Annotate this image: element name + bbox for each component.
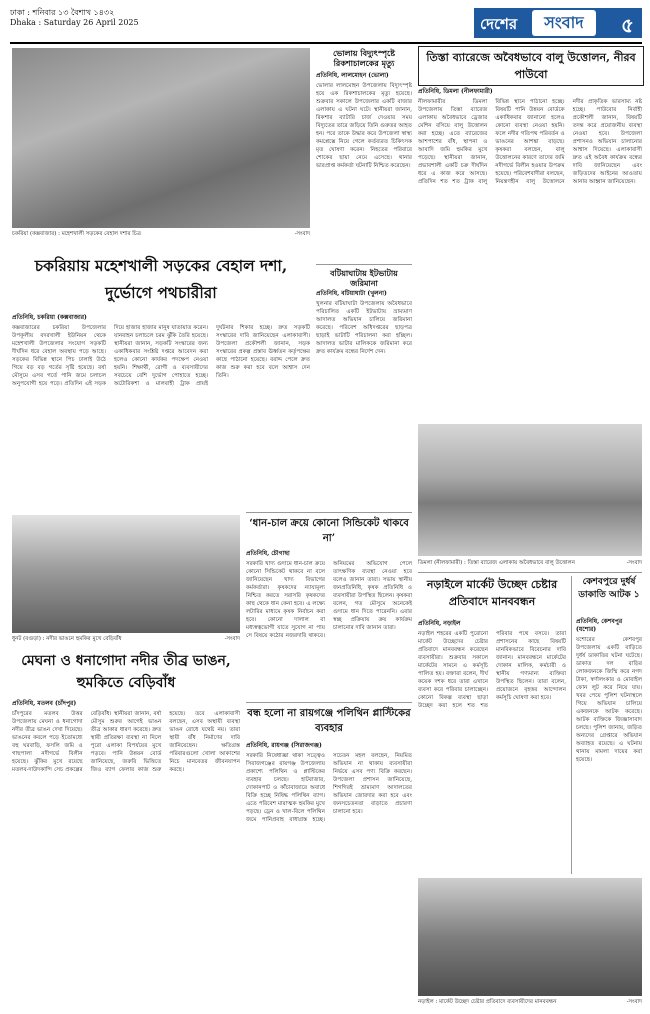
story8-caption (418, 999, 642, 1007)
story8-body: নড়াইল শহরের একটি পুরোনো মার্কেট উচ্ছেদের চেষ্টার প্রতিবাদে মানববন্ধন করেছেন ব্যবসায়ীরা। শুক্রবার সকালে মার্কেটের সামনে এ কর্মসূচি পালিত হয়। বক্তারা বলেন, দীর্ঘ কয়েক দশক ধরে তারা এখানে ব্যবসা করে পরিবার চালাচ্ছেন। কোনো বিকল্প ব্যবস্থা ছাড়া উচ্ছেদ করা হলে শত শত পরিবার পথে বসবে। তারা প্রশাসনের কাছে বিষয়টি মানবিকভাবে বিবেচনার দাবি জানান। মানববন্ধনে মার্কেটের দোকান মালিক, কর্মচারী ও স্থানীয় গণ্যমান্য ব্যক্তিরা উপস্থিত ছিলেন। তারা বলেন, প্রয়োজনে বৃহত্তর আন্দোলন কর্মসূচি ঘোষণা করা হবে। (418, 631, 566, 709)
story5-body: সরকারি খাদ্য গুদামে ধান-চাল ক্রয়ে কোনো সিন্ডিকেট থাকবে না বলে জানিয়েছেন খাদ্য বিভাগের কর্মকর্তারা। কৃষকদের ন্যায্যমূল্য নিশ্চিত করতে সরাসরি কৃষকদের কাছ থেকে ধান কেনা হবে। এ লক্ষ্যে লটারির মাধ্যমে কৃষক নির্বাচন করা হবে। কোনো দালাল বা মধ্যস্বত্বভোগী যাতে সুযোগ না পায় সে বিষয়ে কঠোর নজরদারি থাকবে। অনিয়মের অভিযোগ পেলে তাৎক্ষণিক ব্যবস্থা নেওয়া হবে বলেও জানান তারা। সভায় স্থানীয় জনপ্রতিনিধি, কৃষক প্রতিনিধি ও ব্যবসায়ীরা উপস্থিত ছিলেন। কৃষকরা বলেন, গত মৌসুমে অনেকেই গুদামে ধান দিতে পারেননি। এবার স্বচ্ছ প্রক্রিয়ায় ক্রয় কার্যক্রম চালানোর দাবি জানান তারা। (246, 561, 412, 639)
story4-body: নীলফামারীর ডিমলা উপজেলায় তিস্তা ব্যারেজ এলাকায় অবৈধভাবে ড্রেজার মেশিন বসিয়ে বালু উত্তোলন করা হচ্ছে। এতে ব্যারেজের আশপাশের বাঁধ, স্থাপনা ও আবাদি জমি হুমকির মুখে পড়েছে। স্থানীয়রা জানান, প্রভাবশালী একটি চক্র দীর্ঘদিন ধরে এ কাজ করে আসছে। প্রতিদিন শত শত ট্রাক বালু বিভিন্ন স্থানে পাঠানো হচ্ছে। বিষয়টি পানি উন্নয়ন বোর্ডকে একাধিকবার জানানো হলেও কোনো ব্যবস্থা নেওয়া হয়নি। ফলে নদীর গতিপথ পরিবর্তন ও ভাঙনের আশঙ্কা বাড়ছে। কৃষকরা বলছেন, বালু উত্তোলনের কারণে তাদের জমি নদীগর্ভে বিলীন হওয়ার উপক্রম হয়েছে। পরিবেশবাদীরা বলছেন, নিয়ন্ত্রণহীন বালু উত্তোলনে নদীর প্রাকৃতিক ভারসাম্য নষ্ট হচ্ছে। পাউবোর নির্বাহী প্রকৌশলী জানান, বিষয়টি তদন্ত করে প্রয়োজনীয় ব্যবস্থা নেওয়া হবে। উপজেলা প্রশাসনও অভিযান চালানোর আশ্বাস দিয়েছে। এলাকাবাসী দ্রুত এই অবৈধ কার্যক্রম বন্ধের দাবি জানিয়েছেন এবং জড়িতদের আইনের আওতায় আনার আহ্বান জানিয়েছেন। (418, 99, 642, 185)
story7-byline: প্রতিনিধি, রায়গঞ্জ (সিরাজগঞ্জ) (246, 742, 322, 749)
story1-caption (12, 231, 310, 239)
date-english: Dhaka : Saturday 26 April 2025 (10, 18, 139, 27)
story7-body: সরকারি নিষেধাজ্ঞা থাকা সত্ত্বেও সিরাজগঞ্জের রায়গঞ্জ উপজেলায় প্রকাশ্যে পলিথিন ও প্লাস্টিকের ব্যবহার চলছে। হাটবাজার, দোকানপাট ও কাঁচাবাজারে অবাধে বিক্রি হচ্ছে নিষিদ্ধ পলিথিন ব্যাগ। এতে পরিবেশ মারাত্মক হুমকির মুখে পড়ছে। ড্রেন ও খাল-বিলে পলিথিন জমে পানিপ্রবাহ বাধাগ্রস্ত হচ্ছে। সচেতন মহল বলছেন, নিয়মিত অভিযান না থাকায় ব্যবসায়ীরা নির্ভয়ে এসব পণ্য বিক্রি করছেন। উপজেলা প্রশাসন জানিয়েছে, শিগগিরই ভ্রাম্যমাণ আদালতের অভিযান জোরদার করা হবে এবং জনসচেতনতা বাড়াতে প্রচারণা চালানো হবে। (246, 753, 412, 823)
story2-body: ভোলার লালমোহন উপজেলায় বিদ্যুৎস্পৃষ্ট হয়ে এক রিকশাচালকের মৃত্যু হয়েছে। শুক্রবার সকালে উপজেলার একটি বাজার এলাকায় এ ঘটনা ঘটে। স্থানীয়রা জানান, রিকশার ব্যাটারি চার্জ দেওয়ার সময় বিদ্যুতের তারে জড়িয়ে তিনি গুরুতর আহত হন। পরে তাকে উদ্ধার করে উপজেলা স্বাস্থ্য কমপ্লেক্সে নিয়ে গেলে কর্তব্যরত চিকিৎসক মৃত ঘোষণা করেন। নিহতের পরিবারে শোকের ছায়া নেমে এসেছে। থানার ভারপ্রাপ্ত কর্মকর্তা ঘটনাটি নিশ্চিত করেছেন। (316, 83, 412, 169)
story9-divider (571, 576, 572, 874)
story8-caption-text: নড়াইল : মার্কেট উচ্ছেদ চেষ্টার প্রতিবাদে ব্যবসায়ীদের মানববন্ধন (418, 999, 557, 1005)
story4-caption (418, 560, 642, 568)
story9-body: যশোরের কেশবপুর উপজেলায় একটি বাড়িতে দুর্ধর্ষ ডাকাতির ঘটনা ঘটেছে। ডাকাত দল বাড়ির লোকজনকে জিম্মি করে নগদ টাকা, স্বর্ণালংকার ও মোবাইল ফোন লুট করে নিয়ে যায়। খবর পেয়ে পুলিশ ঘটনাস্থলে গিয়ে অভিযান চালিয়ে একজনকে আটক করেছে। আটক ব্যক্তিকে জিজ্ঞাসাবাদ চলছে। পুলিশ জানায়, জড়িত অন্যদের গ্রেপ্তারে অভিযান অব্যাহত রয়েছে। এ ঘটনায় থানায় মামলা দায়ের করা হয়েছে। (576, 637, 642, 763)
story4-headline: তিস্তা ব্যারেজে অবৈধভাবে বালু উত্তোলন, নীরব পাউবো (426, 51, 636, 81)
story1-body: কক্সবাজারের চকরিয়া উপজেলার উপকূলীয় বদরখালী ইউনিয়ন থেকে মহেশখালী উপজেলার সংযোগ সড়কটি দীর্ঘদিন ধরে বেহাল অবস্থায় পড়ে আছে। সড়কের বিভিন্ন স্থানে পিচ ঢালাই উঠে গিয়ে বড় বড় গর্তের সৃষ্টি হয়েছে। বর্ষা মৌসুমে এসব গর্তে পানি জমে চলাচল অনুপযোগী হয়ে পড়ে। প্রতিদিন এই সড়ক দিয়ে হাজার হাজার মানুষ যাতায়াত করেন। যানবাহন চলাচলে চরম ঝুঁকি তৈরি হয়েছে। স্থানীয়রা জানান, সড়কটি সংস্কারের জন্য একাধিকবার সংশ্লিষ্ট দপ্তরে আবেদন করা হলেও কোনো কার্যকর পদক্ষেপ নেওয়া হয়নি। শিক্ষার্থী, রোগী ও ব্যবসায়ীদের সবচেয়ে বেশি দুর্ভোগ পোহাতে হচ্ছে। অটোরিকশা ও মালবাহী ট্রাক প্রায়ই দুর্ঘটনার শিকার হচ্ছে। দ্রুত সড়কটি সংস্কারের দাবি জানিয়েছেন এলাকাবাসী। উপজেলা প্রকৌশলী জানান, সড়ক সংস্কারের প্রকল্প প্রস্তাব ঊর্ধ্বতন কর্তৃপক্ষের কাছে পাঠানো হয়েছে। বরাদ্দ পেলে দ্রুত কাজ শুরু করা হবে বলে আশ্বাস দেন তিনি। (12, 325, 310, 387)
story1-credit: -সংবাদ (294, 231, 310, 237)
story6-credit: -সংবাদ (224, 636, 240, 642)
masthead (474, 8, 642, 38)
story8-byline: প্রতিনিধি, নড়াইল (418, 620, 461, 627)
story6-headline: মেঘনা ও ধনাগোদা নদীর তীব্র ভাঙন, হুমকিতে বেড়িবাঁধ (21, 653, 231, 691)
date-bengali: ঢাকা : শনিবার ১৩ বৈশাখ ১৪৩২ (10, 8, 115, 17)
story6-caption-text: ধুনট (বগুড়া) : নদীর ভাঙনে হুমকির মুখে বেড়িবাঁধ (12, 636, 122, 642)
story8-photo (418, 878, 642, 996)
story3-byline: প্রতিনিধি, বটিয়াঘাটা (খুলনা) (316, 290, 387, 297)
story8-credit: -সংবাদ (626, 999, 642, 1005)
story2-headline: ভোলায় বিদ্যুৎস্পৃষ্টে রিকশাচালকের মৃত্যু (332, 48, 396, 68)
story3-body: খুলনার বটিয়াঘাটা উপজেলায় অবৈধভাবে পরিচালিত একটি ইটভাটায় ভ্রাম্যমাণ আদালত অভিযান চালিয়ে জরিমানা করেছে। পরিবেশ অধিদপ্তরের ছাড়পত্র ছাড়াই ভাটাটি পরিচালনা করা হচ্ছিল। আদালত ভাটার মালিককে জরিমানা করে দ্রুত কার্যক্রম বন্ধের নির্দেশ দেন। (316, 301, 412, 355)
story2-byline: প্রতিনিধি, লালমোহন (ভোলা) (316, 72, 389, 79)
page-number: ৫ (621, 13, 634, 37)
story4-headline-box (418, 46, 644, 86)
story8-rule (418, 572, 642, 573)
story9-byline: প্রতিনিধি, কেশবপুর (যশোর) (576, 618, 623, 633)
story3-headline: বটিয়াঘাটায় ইটভাটায় জরিমানা (330, 268, 398, 288)
story6-body: চাঁদপুরের মতলব উত্তর উপজেলায় মেঘনা ও ধনাগোদা নদীর তীব্র ভাঙন দেখা দিয়েছে। ভাঙনের কবলে পড়ে ইতোমধ্যে বহু ঘরবাড়ি, ফসলি জমি ও গাছপালা নদীগর্ভে বিলীন হয়েছে। ঝুঁকির মুখে রয়েছে মতলব-দাউদকান্দি সেচ প্রকল্পের বেড়িবাঁধ। স্থানীয়রা জানান, বর্ষা মৌসুম শুরুর আগেই ভাঙন তীব্র আকার ধারণ করেছে। দ্রুত স্থায়ী প্রতিরক্ষা ব্যবস্থা না নিলে পুরো এলাকা বিপর্যয়ের মুখে পড়বে। পানি উন্নয়ন বোর্ড জানিয়েছে, জরুরি ভিত্তিতে জিও ব্যাগ ফেলার কাজ শুরু হয়েছে। তবে এলাকাবাসী বলছেন, এসব অস্থায়ী ব্যবস্থা ভাঙন রোধে যথেষ্ট নয়। তারা স্থায়ী বাঁধ নির্মাণের দাবি জানিয়েছেন। ক্ষতিগ্রস্ত পরিবারগুলো খোলা আকাশের নিচে মানবেতর জীবনযাপন করছে। (12, 711, 240, 773)
story6-photo (12, 515, 240, 633)
brand-left: দেশের (480, 15, 518, 33)
story5-headline: ‘ধান-চাল ক্রয়ে কোনো সিন্ডিকেট থাকবে না’ (249, 518, 409, 544)
story4-caption-text: ডিমলা (নীলফামারী) : তিস্তা ব্যারেজ এলাকায় অবৈধভাবে বালু উত্তোলন (418, 560, 575, 566)
story3-rule (316, 264, 412, 265)
story4-credit: -সংবাদ (626, 560, 642, 566)
story1-photo (12, 48, 310, 228)
story9-headline: কেশবপুরে দুর্ধর্ষ ডাকাতি আটক ১ (578, 577, 640, 600)
story7-rule (246, 702, 412, 703)
story4-photo (418, 424, 642, 556)
story1-caption-text: চকরিয়া (কক্সবাজার) : মহেশখালী সড়কের বেহাল দশার চিত্র (12, 231, 141, 237)
story5-byline: প্রতিনিধি, চৌগাছা (246, 550, 290, 557)
header-rule (10, 42, 642, 44)
story1-headline: চকরিয়ায় মহেশখালী সড়কের বেহাল দশা, দুর্ভোগে পথচারীরা (34, 256, 288, 302)
story8-headline: নড়াইলে মার্কেট উচ্ছেদ চেষ্টার প্রতিবাদে মানববন্ধন (426, 578, 558, 608)
header-dateline (10, 8, 139, 28)
story6-caption (12, 636, 240, 644)
story6-byline: প্রতিনিধি, মতলব (চাঁদপুর) (12, 700, 77, 707)
story5-rule (246, 512, 412, 513)
story4-byline: প্রতিনিধি, ডিমলা (নীলফামারী) (418, 88, 493, 95)
story7-headline: বন্ধ হলো না রায়গঞ্জে পলিথিন প্লাস্টিকের ব্যবহার (247, 708, 411, 734)
story1-byline: প্রতিনিধি, চকরিয়া (কক্সবাজার) (12, 314, 87, 321)
brand-box: সংবাদ (532, 10, 596, 36)
